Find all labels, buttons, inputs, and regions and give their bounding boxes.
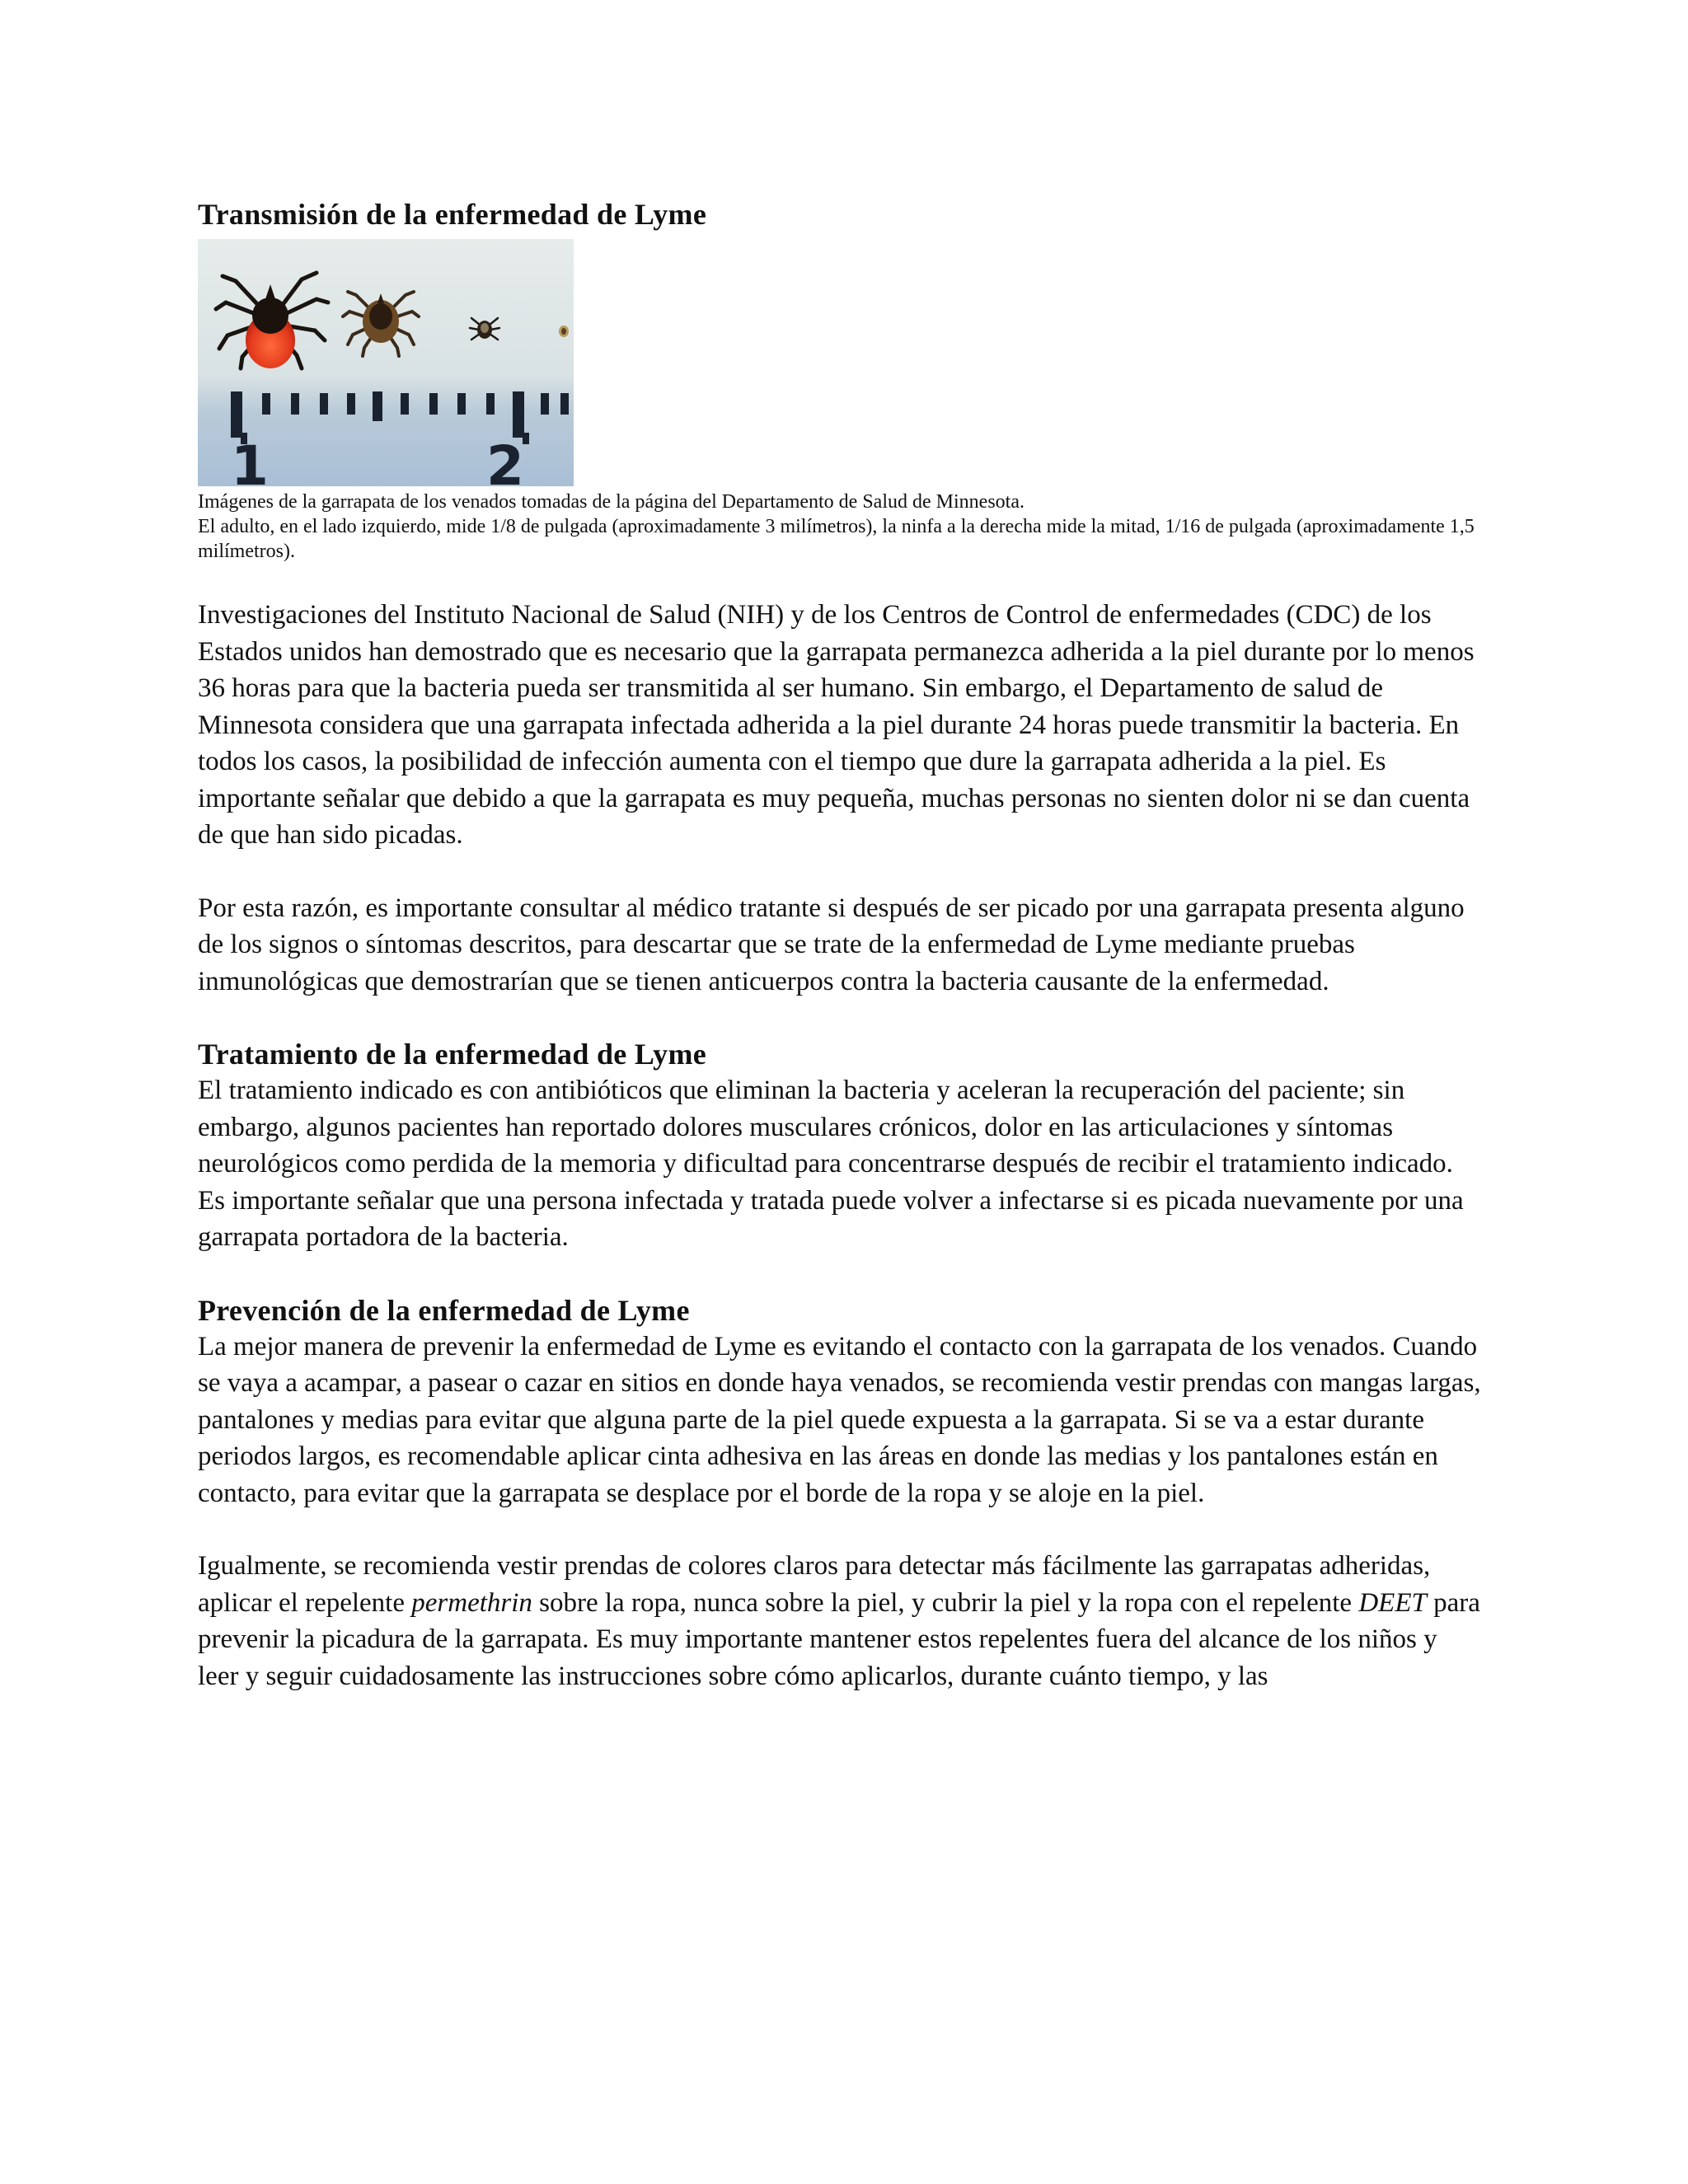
paragraph: Investigaciones del Instituto Nacional de Salud (NIH) y de los Centros de Control de enfermedades (CDC) de los Estados unidos han demostrado que es necesario que la garrapata permanezca adherida a la piel durante por lo menos 36 horas para que la bacteria pueda ser transmitida al ser humano. Sin embargo, el Departamento de salud de Minnesota considera que una garrapata infectada adherida a la piel durante 24 horas puede transmitir la bacteria. En todos los casos, la posibilidad de infección aumenta con el tiempo que dure la garrapata adherida a la piel. Es importante señalar que debido a que la garrapata es muy pequeña, muchas personas no sienten dolor ni se dan cuenta de que han sido picadas. [198,600,1475,850]
heading-prevencion: Prevención de la enfermedad de Lyme [198,1293,690,1327]
caption-line: El adulto, en el lado izquierdo, mide 1/8 de pulgada (aproximadamente 3 milímetros), la ninfa a la derecha mide la mitad, 1/16 de pulgada (aproximadamente 1,5 milímetros). [198,516,1475,562]
paragraph [198,1548,1484,1694]
nymph-tick [470,318,499,340]
deer-ticks-ruler-photo-icon [198,239,574,486]
paragraph: El tratamiento indicado es con antibióticos que eliminan la bacteria y aceleran la recuperación del paciente; sin embargo, algunos pacientes han reportado dolores musculares crónicos, dolor en las articulaciones y síntomas neurológicos como perdida de la memoria y dificultad para concentrarse después de recibir el tratamiento indicado. Es importante señalar que una persona infectada y tratada puede volver a infectarse si es picada nuevamente por una garrapata portadora de la bacteria. [198,1076,1464,1252]
heading-tratamiento: Tratamiento de la enfermedad de Lyme [198,1038,707,1071]
document-page [198,196,1484,1694]
heading-transmision: Transmisión de la enfermedad de Lyme [198,198,707,231]
caption-line: Imágenes de la garrapata de los venados tomadas de la página del Departamento de Salud de Minnesota. [198,491,1025,513]
paragraph: La mejor manera de prevenir la enfermedad de Lyme es evitando el contacto con la garrapata de los venados. Cuando se vaya a acampar, a pasear o cazar en sitios en donde haya venados, se recomienda vestir prendas con mangas largas, pantalones y medias para evitar que alguna parte de la piel quede expuesta a la garrapata. Si se va a estar durante periodos largos, es recomendable aplicar cinta adhesiva en las áreas en donde las medias y los pantalones están en contacto, para evitar que la garrapata se desplace por el borde de la ropa y se aloje en la piel. [198,1331,1481,1508]
larva-tick [559,326,569,337]
text-run: Igualmente, se recomienda vestir prendas de colores claros para detectar más fácilmente las garrapatas adheridas, aplicar el repelente [198,1551,1431,1618]
emphasis-permethrin: permethrin [411,1587,532,1618]
paragraph: Por esta razón, es importante consultar al médico tratante si después de ser picado por una garrapata presenta alguno de los signos o síntomas descritos, para descartar que se trate de la enfermedad de Lyme mediante pruebas inmunológicas que demostrarían que se tienen anticuerpos contra la bacteria causante de la enfermedad. [198,893,1465,996]
ruler-mark-2: 2 [486,434,524,486]
ruler-mark-1: 1 [231,434,269,486]
text-run: para prevenir la picadura de la garrapata. Es muy importante mantener estos repelentes fuera del alcance de los niños y leer y seguir cuidadosamente las instrucciones sobre cómo aplicarlos, durante cuánto tiempo, y las [198,1587,1480,1691]
text-run: sobre la ropa, nunca sobre la piel, y cubrir la piel y la ropa con el repelente [532,1587,1359,1618]
emphasis-deet: DEET [1358,1587,1427,1618]
figure-caption [198,490,1484,564]
